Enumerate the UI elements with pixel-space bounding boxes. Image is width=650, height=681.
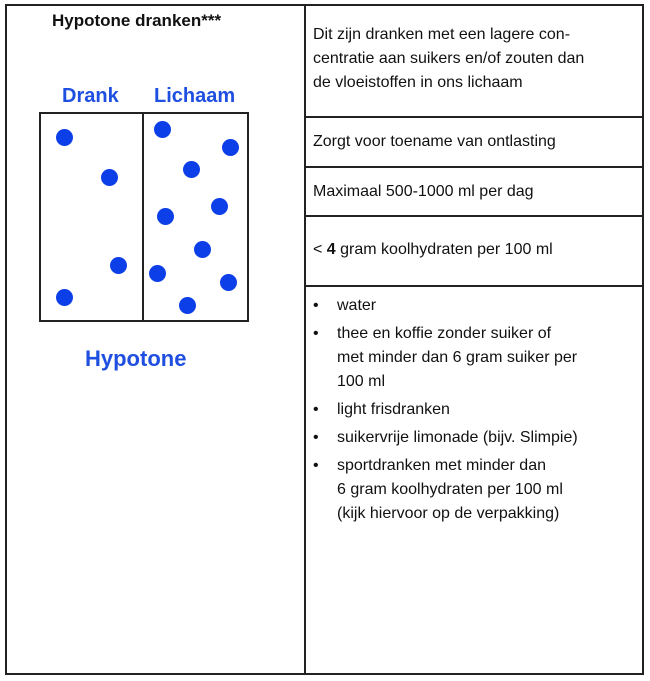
row-divider — [305, 166, 644, 168]
particle-dot — [157, 208, 174, 225]
list-item-line: 100 ml — [337, 373, 386, 390]
list-item — [307, 322, 637, 394]
examples-list — [307, 294, 637, 530]
page-title: Hypotone dranken*** — [52, 11, 222, 30]
description-line: Dit zijn dranken met een lagere con- — [313, 26, 571, 43]
particle-dot — [179, 297, 196, 314]
particle-dot — [211, 198, 228, 215]
carbs-suffix: gram koolhydraten per 100 ml — [335, 241, 553, 258]
particle-dot — [149, 265, 166, 282]
diagram-label-lichaam: Lichaam — [154, 85, 236, 107]
row-divider — [305, 116, 644, 118]
particle-dot — [194, 241, 211, 258]
particle-dot — [56, 129, 73, 146]
list-item-line: • light frisdranken — [337, 401, 450, 418]
diagram-caption: Hypotone — [85, 346, 187, 371]
particle-dot — [183, 161, 200, 178]
description-line: centratie aan suikers en/of zouten dan — [313, 50, 585, 67]
list-item — [307, 294, 637, 318]
list-item-line: • sportdranken met minder dan — [337, 457, 546, 474]
carbs-number: 4 — [326, 241, 336, 258]
list-item-line: met minder dan 6 gram suiker per — [337, 349, 578, 366]
list-item — [307, 426, 637, 450]
list-item-line: • water — [337, 297, 377, 314]
list-item-line: • thee en koffie zonder suiker of — [337, 325, 552, 342]
particle-dot — [56, 289, 73, 306]
carbs-prefix: < — [313, 241, 327, 258]
particle-dot — [110, 257, 127, 274]
list-item — [307, 454, 637, 526]
particle-dot — [222, 139, 239, 156]
particle-dot — [220, 274, 237, 291]
carbs-cell — [313, 238, 553, 262]
row-divider — [305, 215, 644, 217]
row-divider — [305, 285, 644, 287]
particle-dot — [101, 169, 118, 186]
diagram-label-drank: Drank — [62, 85, 119, 107]
list-item-line: 6 gram koolhydraten per 100 ml — [337, 481, 563, 498]
list-item-line: • suikervrije limonade (bijv. Slimpie) — [337, 429, 578, 446]
description-line: de vloeistoffen in ons lichaam — [313, 74, 523, 91]
list-item — [307, 398, 637, 422]
description-cell — [313, 23, 584, 95]
list-item-line: (kijk hiervoor op de verpakking) — [337, 505, 560, 522]
particle-dot — [154, 121, 171, 138]
column-divider — [304, 4, 306, 675]
membrane-line — [142, 112, 144, 322]
effect-cell: Zorgt voor toename van ontlasting — [313, 133, 556, 150]
amount-cell: Maximaal 500-1000 ml per dag — [313, 183, 534, 200]
